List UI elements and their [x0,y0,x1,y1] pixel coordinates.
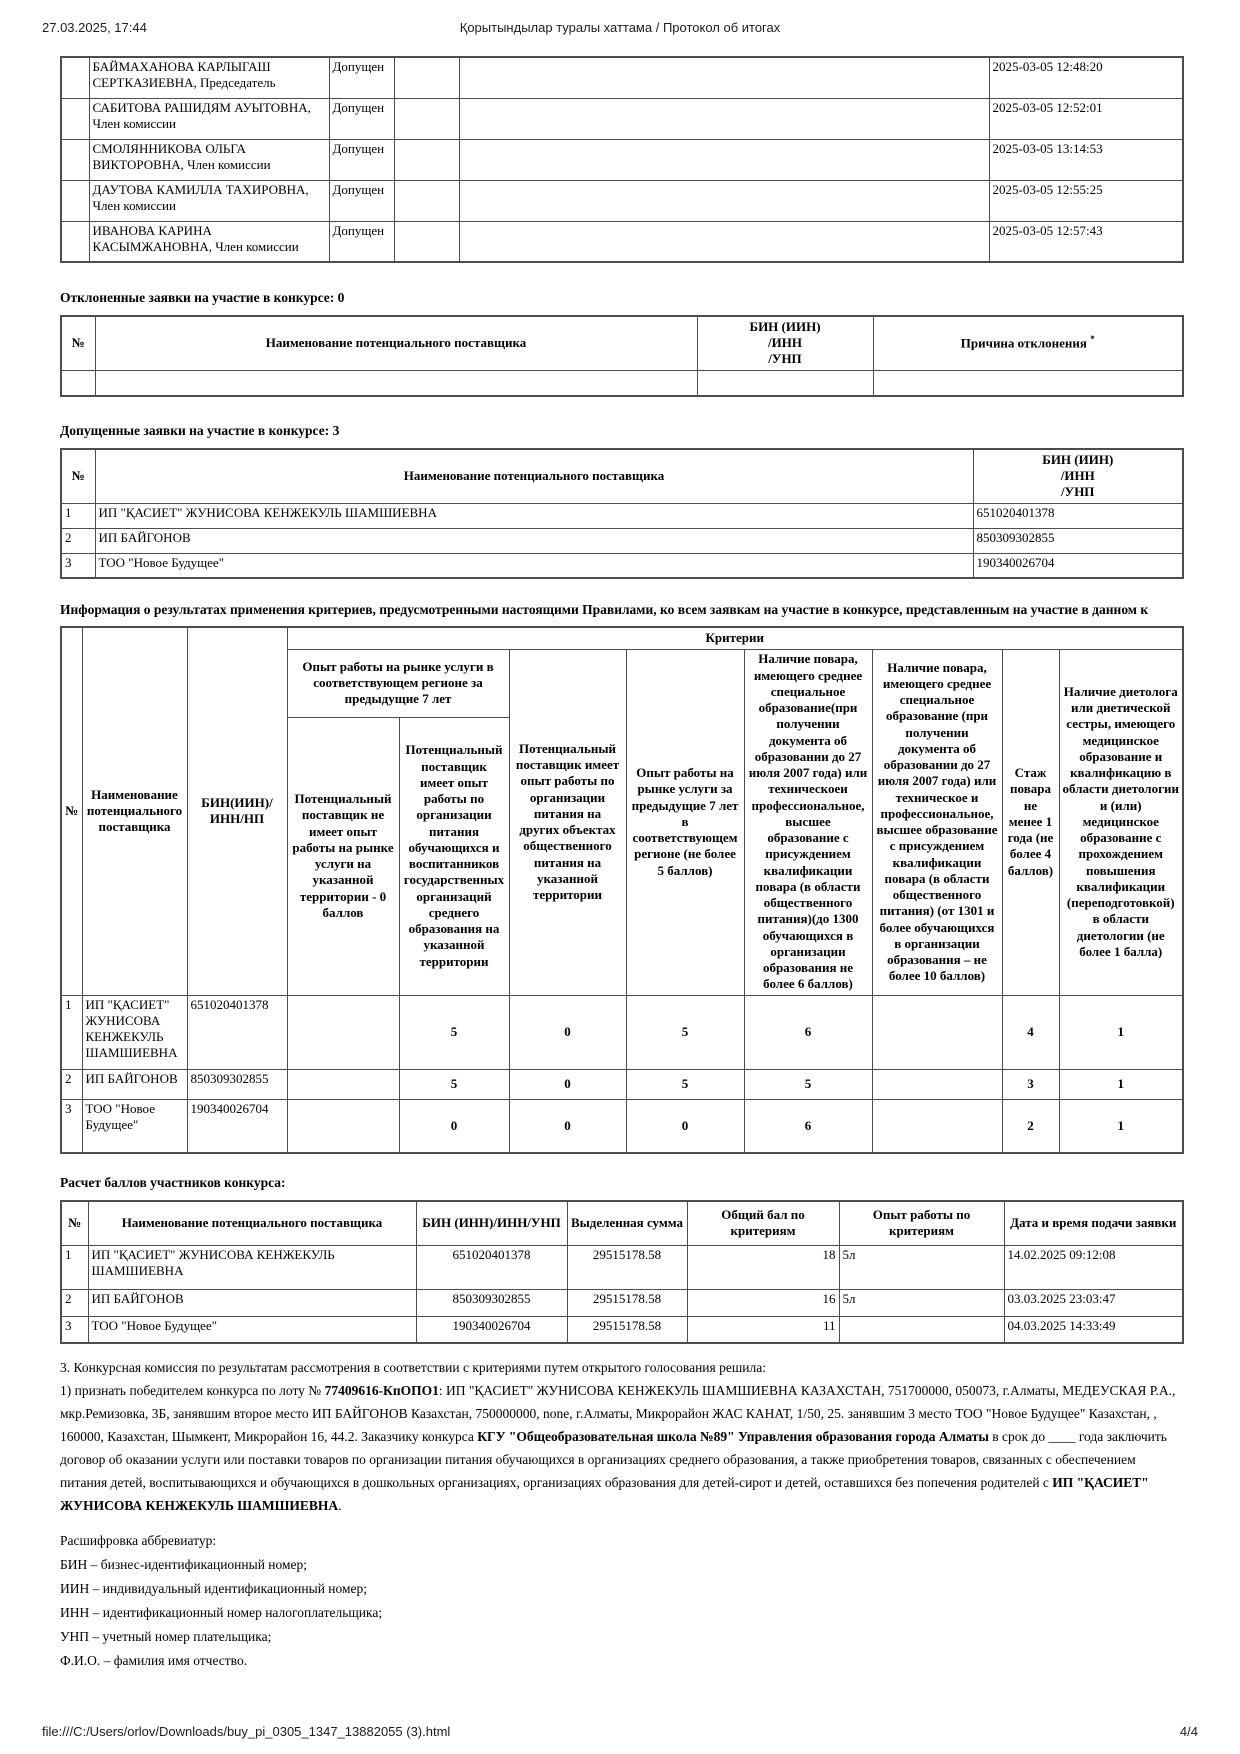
score-no-experience-cell [287,1069,399,1099]
winner-name: ИП "ҚАСИЕТ" ЖУНИСОВА КЕНЖЕКУЛЬ ШАМШИЕВНА [60,1475,1149,1513]
col-header-dietitian: Наличие диетолога или диетической сестры, имеющего медицинское образование и квалификацию в области диетологии и (или) медицинское образование с прохождением повышения квалификации (переподготовкой) в области диетологии (не более 1 балла) [1059,649,1183,995]
member-name-cell: САБИТОВА РАШИДЯМ АУЫТОВНА, Член комиссии [89,98,329,139]
empty-cell [394,57,459,98]
table-row [61,995,1183,1069]
empty-cell [61,57,89,98]
admitted-bids-label: Допущенные заявки на участие в конкурсе: 3 [60,423,340,438]
row-number-cell: 1 [61,503,95,528]
empty-cell [394,98,459,139]
col-header-submit-datetime: Дата и время подачи заявки [1004,1201,1183,1245]
col-header-no-experience: Потенциальный поставщик не имеет опыт работы на рынке услуги на указанной территории - 0 баллов [287,717,399,995]
decision-intro: 3. Конкурсная комиссия по результатам рассмотрения в соответствии с критериями путем открытого голосования решила: [60,1360,766,1375]
table-row [61,1289,1183,1316]
table-row [61,553,1183,578]
table-row [61,1245,1183,1289]
experience-cell: 5л [839,1289,1004,1316]
abbreviation-item: Ф.И.О. – фамилия имя отчество. [60,1653,248,1668]
row-number-cell [61,370,95,396]
admitted-bids-table [60,448,1184,579]
score-cook-tenure-cell: 4 [1002,995,1059,1069]
row-number-cell: 3 [61,1099,82,1153]
score-experience-schools-cell: 5 [399,1069,509,1099]
table-row [61,503,1183,528]
supplier-name-cell: ИП "ҚАСИЕТ" ЖУНИСОВА КЕНЖЕКУЛЬ ШАМШИЕВНА [95,503,973,528]
col-header-cook-tenure: Стаж повара не менее 1 года (не более 4 баллов) [1002,649,1059,995]
table-row [61,57,1183,98]
member-name-cell: БАЙМАХАНОВА КАРЛЫГАШ СЕРТКАЗИЕВНА, Председатель [89,57,329,98]
row-number-cell: 3 [61,553,95,578]
abbreviation-item: БИН – бизнес-идентификационный номер; [60,1557,308,1572]
decision-text: 1) признать победителем конкурса по лоту № [60,1383,325,1398]
scores-table [60,1200,1184,1344]
score-cook-up-to-1300-cell: 6 [744,1099,872,1153]
col-header-cook-from-1301: Наличие повара, имеющего среднее специальное образование (при получении документа об образовании до 27 июля 2007 года) или техническое и профессиональное, высшее образование с присуждением квалификации повара (в области общественного питания) (от 1301 и более обучающихся в организации образования – не более 10 баллов) [872,649,1002,995]
score-experience-schools-cell: 5 [399,995,509,1069]
empty-cell [394,180,459,221]
criteria-info-label: Информация о результатах применения критериев, предусмотренными настоящими Правилами, ко всем заявкам на участие в конкурсе, представленным на участие в данном к [60,602,1149,617]
rejected-bids-label: Отклоненные заявки на участие в конкурсе: 0 [60,290,345,305]
admission-status-cell: Допущен [329,180,394,221]
print-footer [42,1724,1198,1742]
scores-label: Расчет баллов участников конкурса: [60,1175,286,1190]
score-dietitian-cell: 1 [1059,1099,1183,1153]
print-datetime: 27.03.2025, 17:44 [42,20,147,35]
supplier-name-cell [95,370,697,396]
score-experience-other-cell: 0 [509,995,626,1069]
table-row [61,1316,1183,1343]
empty-cell [61,180,89,221]
col-header-supplier: Наименование потенциального поставщика [95,449,973,503]
supplier-name-cell: ИП "ҚАСИЕТ" ЖУНИСОВА КЕНЖЕКУЛЬ ШАМШИЕВНА [82,995,187,1069]
abbreviations-block [60,1529,1182,1673]
submit-datetime-cell: 04.03.2025 14:33:49 [1004,1316,1183,1343]
admission-status-cell: Допущен [329,98,394,139]
supplier-name-cell: ТОО "Новое Будущее" [95,553,973,578]
col-header-no: № [61,449,95,503]
submit-datetime-cell: 03.03.2025 23:03:47 [1004,1289,1183,1316]
score-experience-schools-cell: 0 [399,1099,509,1153]
bin-cell: 651020401378 [416,1245,567,1289]
table-header-row [61,627,1183,649]
col-header-no: № [61,627,82,995]
allocated-sum-cell: 29515178.58 [567,1245,687,1289]
admission-status-cell: Допущен [329,139,394,180]
commission-members-table [60,56,1184,263]
table-row [61,528,1183,553]
decision-paragraph [60,1356,1182,1517]
col-header-total-score: Общий бал по критериям [687,1201,839,1245]
col-header-bin: БИН(ИИН)/ИНН/НП [187,627,287,995]
col-header-cook-up-to-1300: Наличие повара, имеющего среднее специальное образование(при получении документа об образовании до 27 июля 2007 года) или техническоеи профессиональное, высшее образование с присуждением квалификации повара (в области общественного питания)(до 1300 обучающихся в организации образования не более 6 баллов) [744,649,872,995]
col-header-allocated-sum: Выделенная сумма [567,1201,687,1245]
row-number-cell: 2 [61,528,95,553]
empty-cell [459,57,989,98]
supplier-name-cell: ТОО "Новое Будущее" [88,1316,416,1343]
col-header-experience-other: Потенциальный поставщик имеет опыт работы по организации питания на других объектах общественного питания на указанной территории [509,649,626,995]
col-header-no: № [61,1201,88,1245]
bin-cell: 190340026704 [416,1316,567,1343]
score-cook-from-1301-cell [872,1099,1002,1153]
total-score-cell: 18 [687,1245,839,1289]
total-score-cell: 16 [687,1289,839,1316]
score-cook-tenure-cell: 3 [1002,1069,1059,1099]
supplier-name-cell: ИП БАЙГОНОВ [88,1289,416,1316]
empty-cell [459,221,989,262]
empty-cell [61,221,89,262]
empty-cell [61,98,89,139]
score-cook-from-1301-cell [872,995,1002,1069]
score-no-experience-cell [287,995,399,1069]
score-cook-from-1301-cell [872,1069,1002,1099]
customer-name: КГУ "Общеобразовательная школа №89" Управления образования города Алматы [477,1429,989,1444]
decision-text: : ИП "ҚАСИЕТ" ЖУНИСОВА КЕНЖЕКУЛЬ ШАМШИЕВНА КАЗАХСТАН, 751700000, 050073, г.Алматы, МЕДЕУСКАЯ Р.А., мкр.Ремизовка, 3Б, занявшим второе место ИП БАЙГОНОВ Казахстан, 750000000, none, г.Алматы, Микрорайон ЖАС КАНАТ, 1/50, 25. занявшим 3 место ТОО "Новое Будущее" Казахстан, , 160000, Казахстан, Шымкент, Микрорайон 16, 44.2. Заказчику конкурса [60,1383,1176,1444]
col-header-supplier: Наименование потенциального поставщика [88,1201,416,1245]
col-header-experience: Опыт работы по критериям [839,1201,1004,1245]
bin-cell: 651020401378 [187,995,287,1069]
table-row [61,1099,1183,1153]
signed-datetime-cell: 2025-03-05 12:52:01 [989,98,1183,139]
table-row [61,98,1183,139]
bin-cell: 850309302855 [973,528,1183,553]
col-header-reason: Причина отклонения * [873,316,1183,370]
row-number-cell: 3 [61,1316,88,1343]
table-row [61,139,1183,180]
abbreviation-item: ИНН – идентификационный номер налогоплательщика; [60,1605,383,1620]
signed-datetime-cell: 2025-03-05 12:57:43 [989,221,1183,262]
signed-datetime-cell: 2025-03-05 12:48:20 [989,57,1183,98]
abbreviations-title: Расшифровка аббревиатур: [60,1533,217,1548]
score-cook-up-to-1300-cell: 5 [744,1069,872,1099]
score-cook-up-to-1300-cell: 6 [744,995,872,1069]
score-experience-other-cell: 0 [509,1069,626,1099]
criteria-results-table [60,626,1184,1154]
col-header-no: № [61,316,95,370]
rejected-bids-table [60,315,1184,397]
admission-status-cell: Допущен [329,221,394,262]
submit-datetime-cell: 14.02.2025 09:12:08 [1004,1245,1183,1289]
row-number-cell: 2 [61,1069,82,1099]
source-file-url: file:///C:/Users/orlov/Downloads/buy_pi_0305_1347_13882055 (3).html [42,1724,451,1739]
lot-number: 77409616-КпОПО1 [324,1383,439,1398]
col-header-supplier: Наименование потенциального поставщика [82,627,187,995]
allocated-sum-cell: 29515178.58 [567,1289,687,1316]
empty-cell [394,139,459,180]
table-header-row [61,449,1183,503]
col-header-bin: БИН (ИИН) /ИНН /УНП [973,449,1183,503]
abbreviation-item: УНП – учетный номер плательщика; [60,1629,272,1644]
admission-status-cell: Допущен [329,57,394,98]
table-row [61,1069,1183,1099]
table-row [61,370,1183,396]
score-experience-region-cell: 5 [626,995,744,1069]
empty-cell [459,139,989,180]
table-row [61,180,1183,221]
bin-cell: 190340026704 [973,553,1183,578]
supplier-name-cell: ТОО "Новое Будущее" [82,1099,187,1153]
empty-cell [61,139,89,180]
table-header-row [61,1201,1183,1245]
score-experience-region-cell: 5 [626,1069,744,1099]
reason-cell [873,370,1183,396]
supplier-name-cell: ИП БАЙГОНОВ [82,1069,187,1099]
col-header-experience-region: Опыт работы на рынке услуги за предыдущие 7 лет в соответствующем регионе (не более 5 баллов) [626,649,744,995]
score-cook-tenure-cell: 2 [1002,1099,1059,1153]
col-header-experience-schools: Потенциальный поставщик имеет опыт работы по организации питания обучающихся и воспитанников государственных организаций среднего образования на указанной территории [399,717,509,995]
empty-cell [459,98,989,139]
empty-cell [459,180,989,221]
empty-cell [394,221,459,262]
score-no-experience-cell [287,1099,399,1153]
member-name-cell: ИВАНОВА КАРИНА КАСЫМЖАНОВНА, Член комиссии [89,221,329,262]
col-header-supplier: Наименование потенциального поставщика [95,316,697,370]
decision-text: . [338,1498,342,1513]
col-header-bin: БИН (ИНН)/ИНН/УНП [416,1201,567,1245]
score-dietitian-cell: 1 [1059,995,1183,1069]
bin-cell: 850309302855 [416,1289,567,1316]
footnote-mark: * [1090,334,1095,345]
signed-datetime-cell: 2025-03-05 13:14:53 [989,139,1183,180]
experience-cell: 5л [839,1245,1004,1289]
allocated-sum-cell: 29515178.58 [567,1316,687,1343]
score-experience-other-cell: 0 [509,1099,626,1153]
supplier-name-cell: ИП БАЙГОНОВ [95,528,973,553]
abbreviation-item: ИИН – индивидуальный идентификационный номер; [60,1581,368,1596]
document-content [60,56,1182,1673]
row-number-cell: 1 [61,995,82,1069]
experience-cell [839,1316,1004,1343]
bin-cell: 190340026704 [187,1099,287,1153]
table-header-row [61,316,1183,370]
bin-cell [697,370,873,396]
score-dietitian-cell: 1 [1059,1069,1183,1099]
col-header-experience-group: Опыт работы на рынке услуги в соответствующем регионе за предыдущие 7 лет [287,649,509,717]
member-name-cell: СМОЛЯННИКОВА ОЛЬГА ВИКТОРОВНА, Член комиссии [89,139,329,180]
page-title: Қорытындылар туралы хаттама / Протокол об итогах [459,20,781,35]
decision-text: в срок до ____ года заключить договор об оказании услуги или поставки товаров по организации питания обучающихся в организациях среднего образования, а также приобретения товаров, связанных с обеспечением питания детей, воспитывающихся и обучающихся в дошкольных организациях, организациях образования для детей-сирот и детей, оставшихся без попечения родителей с [60,1429,1167,1490]
bin-cell: 850309302855 [187,1069,287,1099]
member-name-cell: ДАУТОВА КАМИЛЛА ТАХИРОВНА, Член комиссии [89,180,329,221]
row-number-cell: 2 [61,1289,88,1316]
col-header-criteria: Критерии [287,627,1183,649]
page-number: 4/4 [1179,1724,1198,1739]
col-header-bin: БИН (ИИН) /ИНН /УНП [697,316,873,370]
signed-datetime-cell: 2025-03-05 12:55:25 [989,180,1183,221]
supplier-name-cell: ИП "ҚАСИЕТ" ЖУНИСОВА КЕНЖЕКУЛЬ ШАМШИЕВНА [88,1245,416,1289]
total-score-cell: 11 [687,1316,839,1343]
row-number-cell: 1 [61,1245,88,1289]
bin-cell: 651020401378 [973,503,1183,528]
table-row [61,221,1183,262]
score-experience-region-cell: 0 [626,1099,744,1153]
print-header [42,20,1198,38]
